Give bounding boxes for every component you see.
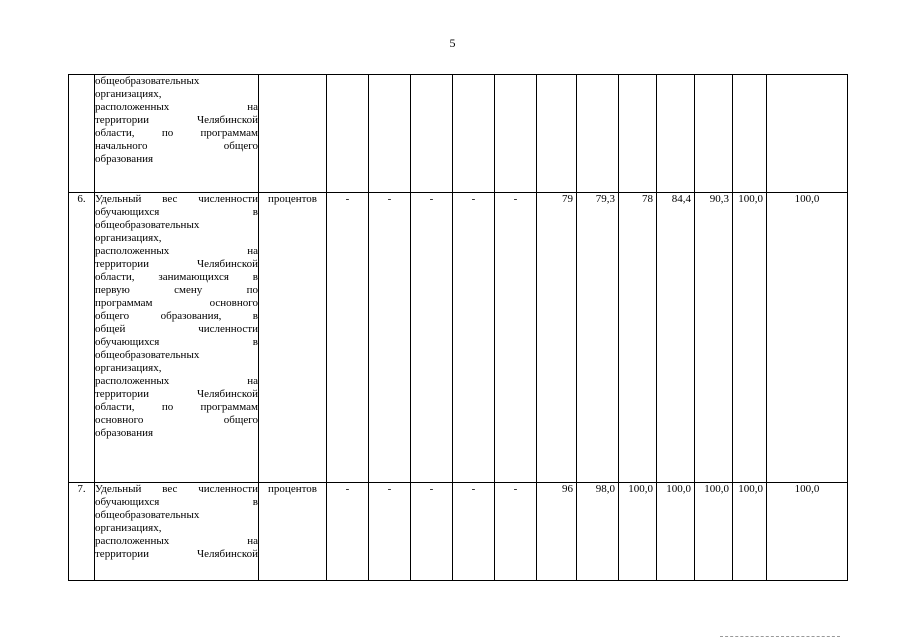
value-cell: 100,0 [733,483,767,581]
description-line: обучающихся в [95,206,258,218]
description-line: общеобразовательных [95,349,200,361]
value-cell [537,75,577,193]
value-cell: 96 [537,483,577,581]
description-line: общего образования, в [95,310,258,322]
unit-cell [259,75,327,193]
description-line: программам основного [95,297,258,309]
description-line: области, по программам [95,401,258,413]
value-cell [657,75,695,193]
value-cell: - [495,483,537,581]
description-line: обучающихся в [95,496,258,508]
description-line: общеобразовательных [95,219,200,231]
description-line: области, занимающихся в [95,271,258,283]
value-cell: - [369,483,411,581]
description-line: организациях, [95,362,162,374]
value-cell: - [411,483,453,581]
description-line: расположенных на [95,375,258,387]
page-number: 5 [449,36,456,50]
description-line: образования [95,427,154,439]
description-line: организациях, [95,88,162,100]
description-line: территории Челябинской [95,388,258,400]
description-line: общей численности [95,323,258,335]
value-cell: 79 [537,193,577,483]
value-cell [369,75,411,193]
value-cell: 100,0 [619,483,657,581]
table-row [69,483,848,581]
indicator-description [95,483,259,581]
table-row [69,193,848,483]
value-cell: 100,0 [695,483,733,581]
value-cell: - [453,483,495,581]
value-cell [695,75,733,193]
value-cell: 100,0 [657,483,695,581]
description-line: организациях, [95,522,162,534]
unit-cell: процентов [259,483,327,581]
table-row [69,75,848,193]
value-cell: - [453,193,495,483]
description-line: Удельный вес численности [95,483,258,495]
description-line: основного общего [95,414,258,426]
value-cell [767,75,848,193]
row-number: 7. [69,483,95,581]
value-cell: 100,0 [767,193,848,483]
value-cell: 84,4 [657,193,695,483]
description-line: начального общего [95,140,258,152]
value-cell: - [411,193,453,483]
description-line: расположенных на [95,101,258,113]
value-cell [495,75,537,193]
indicators-table [68,74,848,581]
value-cell: 100,0 [767,483,848,581]
value-cell: - [369,193,411,483]
value-cell [733,75,767,193]
row-number: 6. [69,193,95,483]
unit-cell: процентов [259,193,327,483]
value-cell: 100,0 [733,193,767,483]
scan-artifact [720,636,840,638]
row-number [69,75,95,193]
description-line: образования [95,153,154,165]
description-line: организациях, [95,232,162,244]
description-line: расположенных на [95,535,258,547]
value-cell: - [327,483,369,581]
value-cell: - [327,193,369,483]
value-cell: 90,3 [695,193,733,483]
indicator-description [95,193,259,483]
description-line: территории Челябинской [95,548,258,560]
value-cell: - [495,193,537,483]
description-line: обучающихся в [95,336,258,348]
description-line: общеобразовательных [95,509,200,521]
value-cell [577,75,619,193]
value-cell [327,75,369,193]
value-cell: 98,0 [577,483,619,581]
description-line: области, по программам [95,127,258,139]
description-line: территории Челябинской [95,258,258,270]
value-cell: 79,3 [577,193,619,483]
indicator-description [95,75,259,193]
value-cell [453,75,495,193]
description-line: первую смену по [95,284,258,296]
value-cell: 78 [619,193,657,483]
value-cell [411,75,453,193]
description-line: Удельный вес численности [95,193,258,205]
value-cell [619,75,657,193]
description-line: расположенных на [95,245,258,257]
description-line: территории Челябинской [95,114,258,126]
description-line: общеобразовательных [95,75,200,87]
